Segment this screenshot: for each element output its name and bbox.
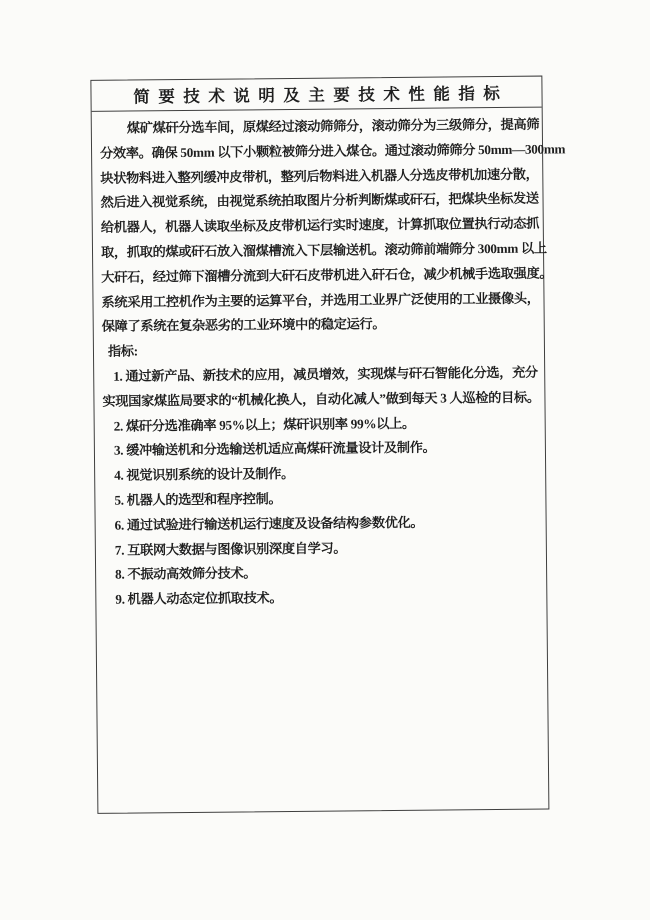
summary-paragraph [99,113,566,340]
document-title-bar [91,77,541,112]
document-border-frame [90,76,566,814]
summary-line: 煤矿煤矸分选车间，原煤经过滚动筛筛分，滚动筛分为三级筛分，提高筛 [126,116,540,136]
indicator-line: 4. 视觉识别系统的设计及制作。 [114,466,295,483]
indicator-line: 1. 通过新产品、新技术的应用，减员增效，实现煤与矸石智能化分选，充分 [113,364,538,384]
indicator-line: 9. 机器人动态定位抓取技术。 [115,590,283,607]
summary-line: 给机器人，机器人读取坐标及皮带机运行实时速度，计算抓取位置执行动态抓 [100,215,540,235]
summary-line: 保障了系统在复杂恶劣的工业环境中的稳定运行。 [101,316,386,335]
indicator-line: 2. 煤矸分选准确率 95%以上；煤矸识别率 99%以上。 [113,415,415,434]
indicators-label: 指标: [107,343,138,359]
indicator-line: 7. 互联网大数据与图像识别深度自学习。 [114,540,347,558]
document-title: 简要技术说明及主要技术性能指标 [133,83,509,107]
document-body [92,108,566,613]
summary-line: 分效率。确保 50mm 以下小颗粒被筛分进入煤仓。通过滚动筛筛分 50mm—300mm [99,141,566,161]
indicator-line: 6. 通过试验进行输送机运行速度及设备结构参数优化。 [114,514,424,533]
indicator-list [102,361,540,613]
indicator-line: 5. 机器人的选型和程序控制。 [114,491,282,508]
indicator-line: 8. 不振动高效筛分技术。 [115,565,257,583]
summary-line: 系统采用工控机作为主要的运算平台，并选用工业界广泛使用的工业摄像头， [101,290,540,310]
summary-line: 然后进入视觉系统，由视觉系统拍取图片分析判断煤或矸石，把煤块坐标发送 [100,190,539,211]
summary-line: 大矸石，经过筛下溜槽分流到大矸石皮带机进入矸石仓，减少机械手选取强度。 [101,265,553,285]
summary-line: 块状物料进入整列缓冲皮带机，整列后物料进入机器人分选皮带机加速分散， [100,166,539,186]
summary-line: 取，抓取的煤或矸石放入溜煤槽流入下层输送机。滚动筛前端筛分 300mm 以上 [100,240,547,260]
indicator-line: 3. 缓冲输送机和分选输送机适应高煤矸流量设计及制作。 [113,439,436,459]
indicator-line: 实现国家煤监局要求的“机械化换人，自动化减人”做到每天 3 人巡检的目标。 [102,389,540,409]
